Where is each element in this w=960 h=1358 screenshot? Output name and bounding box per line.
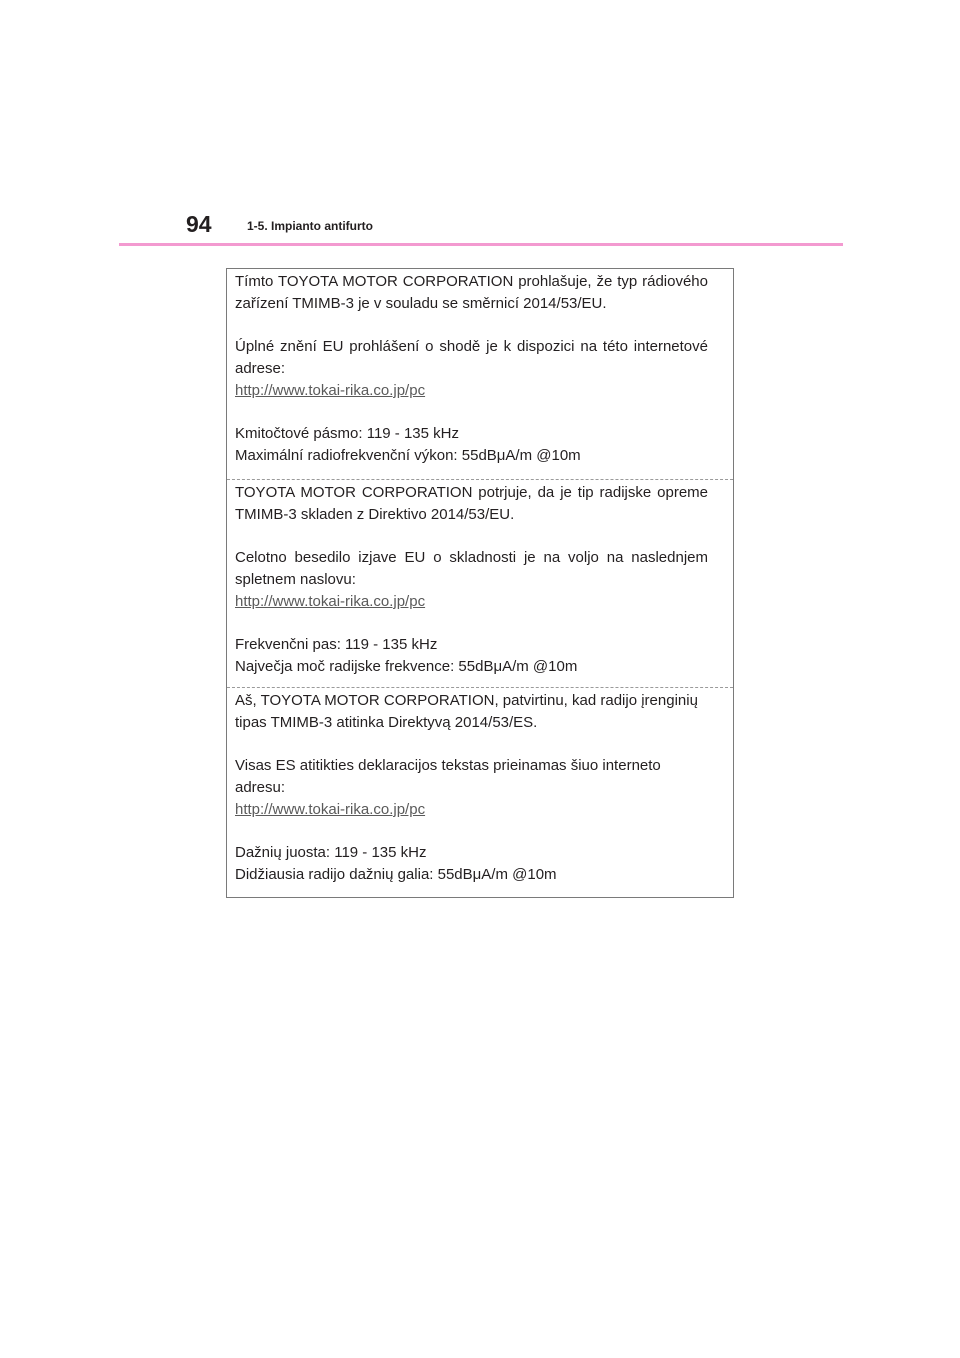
declaration-box [226,268,734,898]
max-power: Didžiausia radijo dažnių galia: 55dBμA/m @10m [235,866,557,883]
frequency-band: Frekvenčni pas: 119 - 135 kHz [235,636,438,653]
declaration-availability: Visas ES atitikties deklaracijos tekstas prieinamas šiuo interneto adresu: [235,757,661,796]
declaration-lithuanian [227,688,733,898]
declaration-statement: Tímto TOYOTA MOTOR CORPORATION prohlašuje, že typ rádiového zařízení TMIMB-3 je v souladu se směrnicí 2014/53/EU. [235,273,708,312]
declaration-link[interactable]: http://www.tokai-rika.co.jp/pc [235,382,426,399]
declaration-slovenian [227,480,733,688]
header-divider [119,243,843,246]
page-header [0,0,960,250]
frequency-band: Dažnių juosta: 119 - 135 kHz [235,844,427,861]
declaration-link[interactable]: http://www.tokai-rika.co.jp/pc [235,801,426,818]
page-number: 94 [186,211,212,237]
declaration-statement: Aš, TOYOTA MOTOR CORPORATION, patvirtinu, kad radijo įrenginių tipas TMIMB-3 atitinka Direktyvą 2014/53/ES. [235,692,698,731]
declaration-statement: TOYOTA MOTOR CORPORATION potrjuje, da je tip radijske opreme TMIMB-3 skladen z Direktivo 2014/53/EU. [235,484,708,523]
section-title: 1-5. Impianto antifurto [247,219,373,233]
declaration-availability: Úplné znění EU prohlášení o shodě je k dispozici na této internetové adrese: [235,338,708,377]
max-power: Največja moč radijske frekvence: 55dBμA/m @10m [235,658,578,675]
max-power: Maximální radiofrekvenční výkon: 55dBμA/m @10m [235,447,581,464]
declaration-link[interactable]: http://www.tokai-rika.co.jp/pc [235,593,426,610]
declaration-czech [227,269,733,480]
frequency-band: Kmitočtové pásmo: 119 - 135 kHz [235,425,459,442]
declaration-availability: Celotno besedilo izjave EU o skladnosti je na voljo na naslednjem spletnem naslovu: [235,549,708,588]
